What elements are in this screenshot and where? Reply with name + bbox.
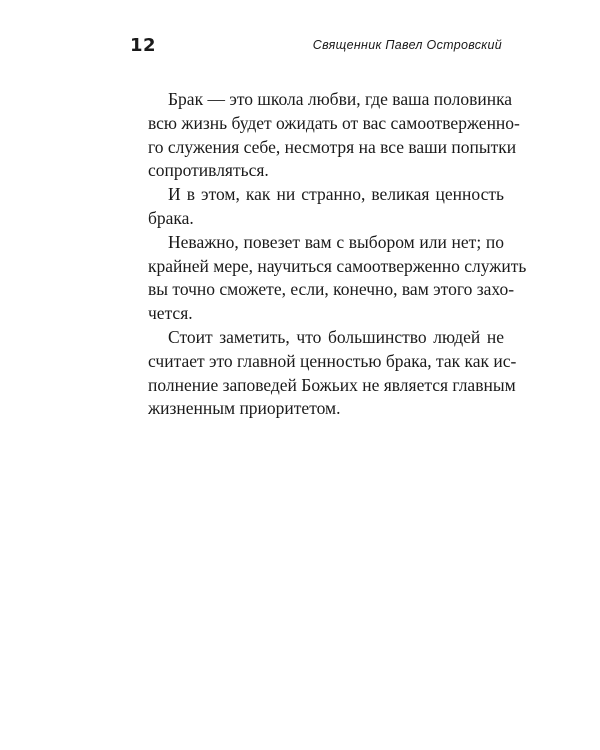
text-line: Брак — это школа любви, где ваша половинка (168, 89, 513, 109)
text-line: Стоит заметить, что большинство людей не (168, 326, 504, 347)
text-line: считает это главной ценностью брака, так как ис- (148, 350, 517, 371)
paragraph-3 (128, 231, 527, 326)
page-number: 12 (130, 35, 157, 56)
text-line: сопротивляться. (148, 160, 269, 181)
paragraph-1 (128, 88, 520, 183)
text-line: брака. (148, 207, 194, 228)
text-line: го служения себе, несмотря на все ваши попытки (148, 136, 517, 157)
text-line: крайней мере, научиться самоотверженно служить (148, 255, 527, 276)
body-text (128, 88, 527, 421)
running-head: Священник Павел Островский (312, 38, 502, 52)
text-line: вы точно сможете, если, конечно, вам этого захо- (148, 279, 515, 300)
paragraph-4 (128, 326, 517, 421)
text-line: чется. (148, 303, 193, 324)
text-line: Неважно, повезет вам с выбором или нет; по (168, 231, 504, 252)
text-line: жизненным приоритетом. (148, 398, 341, 419)
paragraph-2 (128, 183, 504, 231)
text-line: полнение заповедей Божьих не является главным (148, 374, 516, 395)
text-line: всю жизнь будет ожидать от вас самоотверженно- (148, 112, 520, 133)
text-line: И в этом, как ни странно, великая ценность (168, 184, 504, 205)
